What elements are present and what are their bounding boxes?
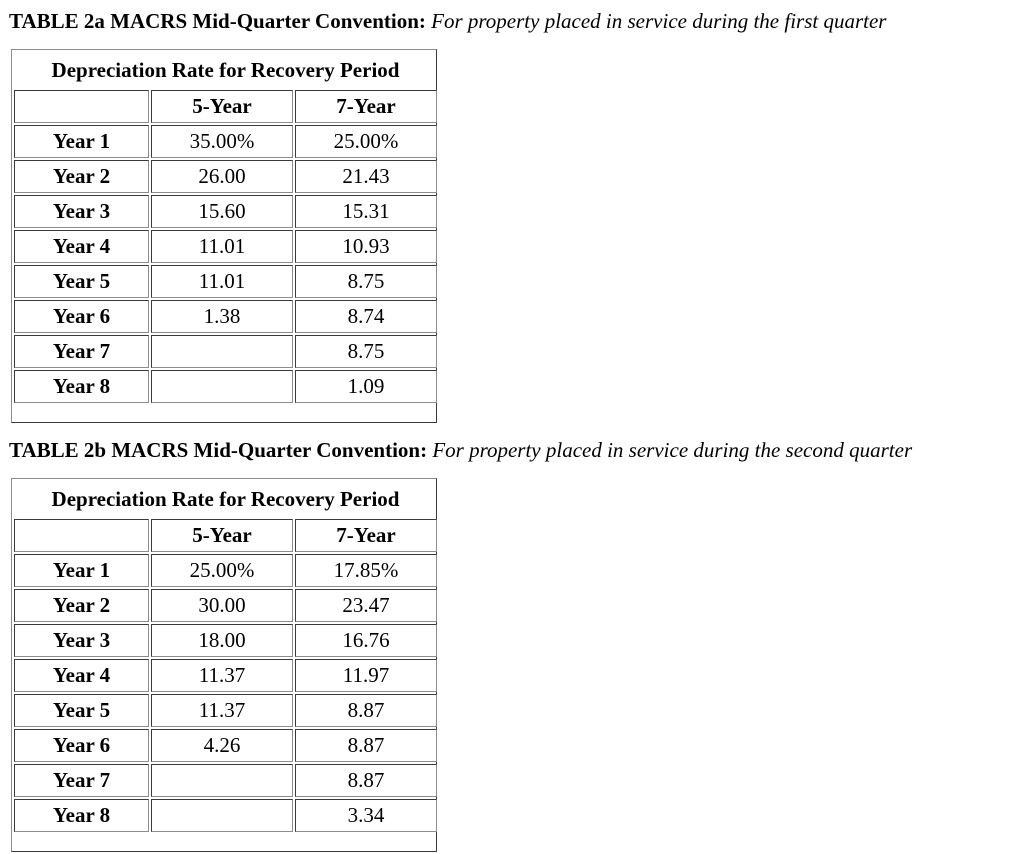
table-row bbox=[14, 554, 437, 587]
table-2a-subtitle: For property placed in service during the first quarter bbox=[431, 9, 887, 33]
table-row bbox=[14, 265, 437, 298]
table-2a-col-5-year: 5-Year bbox=[151, 90, 293, 123]
table-2b-col-7-year: 7-Year bbox=[295, 519, 437, 552]
table-row bbox=[14, 160, 437, 193]
table-2a-header: Depreciation Rate for Recovery Period bbox=[51, 57, 400, 82]
table-row bbox=[14, 230, 437, 263]
table-2b-grid bbox=[12, 479, 439, 834]
table-row bbox=[14, 694, 437, 727]
rate-5-year bbox=[151, 764, 293, 797]
rate-5-year: 26.00 bbox=[151, 160, 293, 193]
table-2b bbox=[11, 478, 437, 852]
row-label: Year 2 bbox=[14, 589, 149, 622]
rate-5-year: 35.00% bbox=[151, 125, 293, 158]
rate-7-year: 15.31 bbox=[295, 195, 437, 228]
rate-5-year: 11.01 bbox=[151, 265, 293, 298]
rate-5-year: 15.60 bbox=[151, 195, 293, 228]
rate-7-year: 8.87 bbox=[295, 694, 437, 727]
table-row bbox=[14, 659, 437, 692]
rate-7-year: 11.97 bbox=[295, 659, 437, 692]
table-2b-corner-header bbox=[14, 519, 149, 552]
row-label: Year 8 bbox=[14, 370, 149, 403]
rate-7-year: 17.85% bbox=[295, 554, 437, 587]
row-label: Year 1 bbox=[14, 554, 149, 587]
rate-7-year: 21.43 bbox=[295, 160, 437, 193]
row-label: Year 5 bbox=[14, 694, 149, 727]
rate-5-year: 18.00 bbox=[151, 624, 293, 657]
table-row bbox=[14, 370, 437, 403]
row-label: Year 7 bbox=[14, 335, 149, 368]
rate-5-year: 25.00% bbox=[151, 554, 293, 587]
table-2b-subtitle: For property placed in service during the second quarter bbox=[432, 438, 913, 462]
rate-5-year: 11.37 bbox=[151, 694, 293, 727]
table-2b-title: TABLE 2b MACRS Mid-Quarter Convention: bbox=[9, 438, 428, 462]
row-label: Year 3 bbox=[14, 195, 149, 228]
row-label: Year 6 bbox=[14, 300, 149, 333]
table-2a-corner-header bbox=[14, 90, 149, 123]
rate-7-year: 1.09 bbox=[295, 370, 437, 403]
row-label: Year 5 bbox=[14, 265, 149, 298]
rate-7-year: 23.47 bbox=[295, 589, 437, 622]
rate-7-year: 8.75 bbox=[295, 265, 437, 298]
row-label: Year 8 bbox=[14, 799, 149, 832]
rate-7-year: 8.87 bbox=[295, 729, 437, 762]
rate-5-year: 30.00 bbox=[151, 589, 293, 622]
rate-5-year: 4.26 bbox=[151, 729, 293, 762]
rate-7-year: 3.34 bbox=[295, 799, 437, 832]
table-row bbox=[14, 799, 437, 832]
table-2b-col-5-year: 5-Year bbox=[151, 519, 293, 552]
table-2b-caption bbox=[9, 437, 912, 463]
table-row bbox=[14, 729, 437, 762]
table-2a-col-7-year: 7-Year bbox=[295, 90, 437, 123]
table-row bbox=[14, 624, 437, 657]
table-2a bbox=[11, 49, 437, 423]
rate-5-year bbox=[151, 370, 293, 403]
rate-5-year: 11.37 bbox=[151, 659, 293, 692]
table-row bbox=[14, 195, 437, 228]
table-row bbox=[14, 335, 437, 368]
rate-7-year: 8.75 bbox=[295, 335, 437, 368]
rate-7-year: 10.93 bbox=[295, 230, 437, 263]
table-2a-caption bbox=[9, 8, 886, 34]
row-label: Year 1 bbox=[14, 125, 149, 158]
table-row bbox=[14, 589, 437, 622]
row-label: Year 6 bbox=[14, 729, 149, 762]
rate-7-year: 8.87 bbox=[295, 764, 437, 797]
table-2b-header: Depreciation Rate for Recovery Period bbox=[51, 486, 400, 511]
table-2a-title: TABLE 2a MACRS Mid-Quarter Convention: bbox=[9, 9, 426, 33]
rate-7-year: 16.76 bbox=[295, 624, 437, 657]
table-2a-grid bbox=[12, 50, 439, 405]
rate-7-year: 25.00% bbox=[295, 125, 437, 158]
row-label: Year 3 bbox=[14, 624, 149, 657]
rate-5-year bbox=[151, 799, 293, 832]
row-label: Year 2 bbox=[14, 160, 149, 193]
row-label: Year 7 bbox=[14, 764, 149, 797]
table-row bbox=[14, 300, 437, 333]
table-row bbox=[14, 764, 437, 797]
row-label: Year 4 bbox=[14, 659, 149, 692]
rate-5-year bbox=[151, 335, 293, 368]
rate-7-year: 8.74 bbox=[295, 300, 437, 333]
rate-5-year: 11.01 bbox=[151, 230, 293, 263]
rate-5-year: 1.38 bbox=[151, 300, 293, 333]
table-row bbox=[14, 125, 437, 158]
row-label: Year 4 bbox=[14, 230, 149, 263]
